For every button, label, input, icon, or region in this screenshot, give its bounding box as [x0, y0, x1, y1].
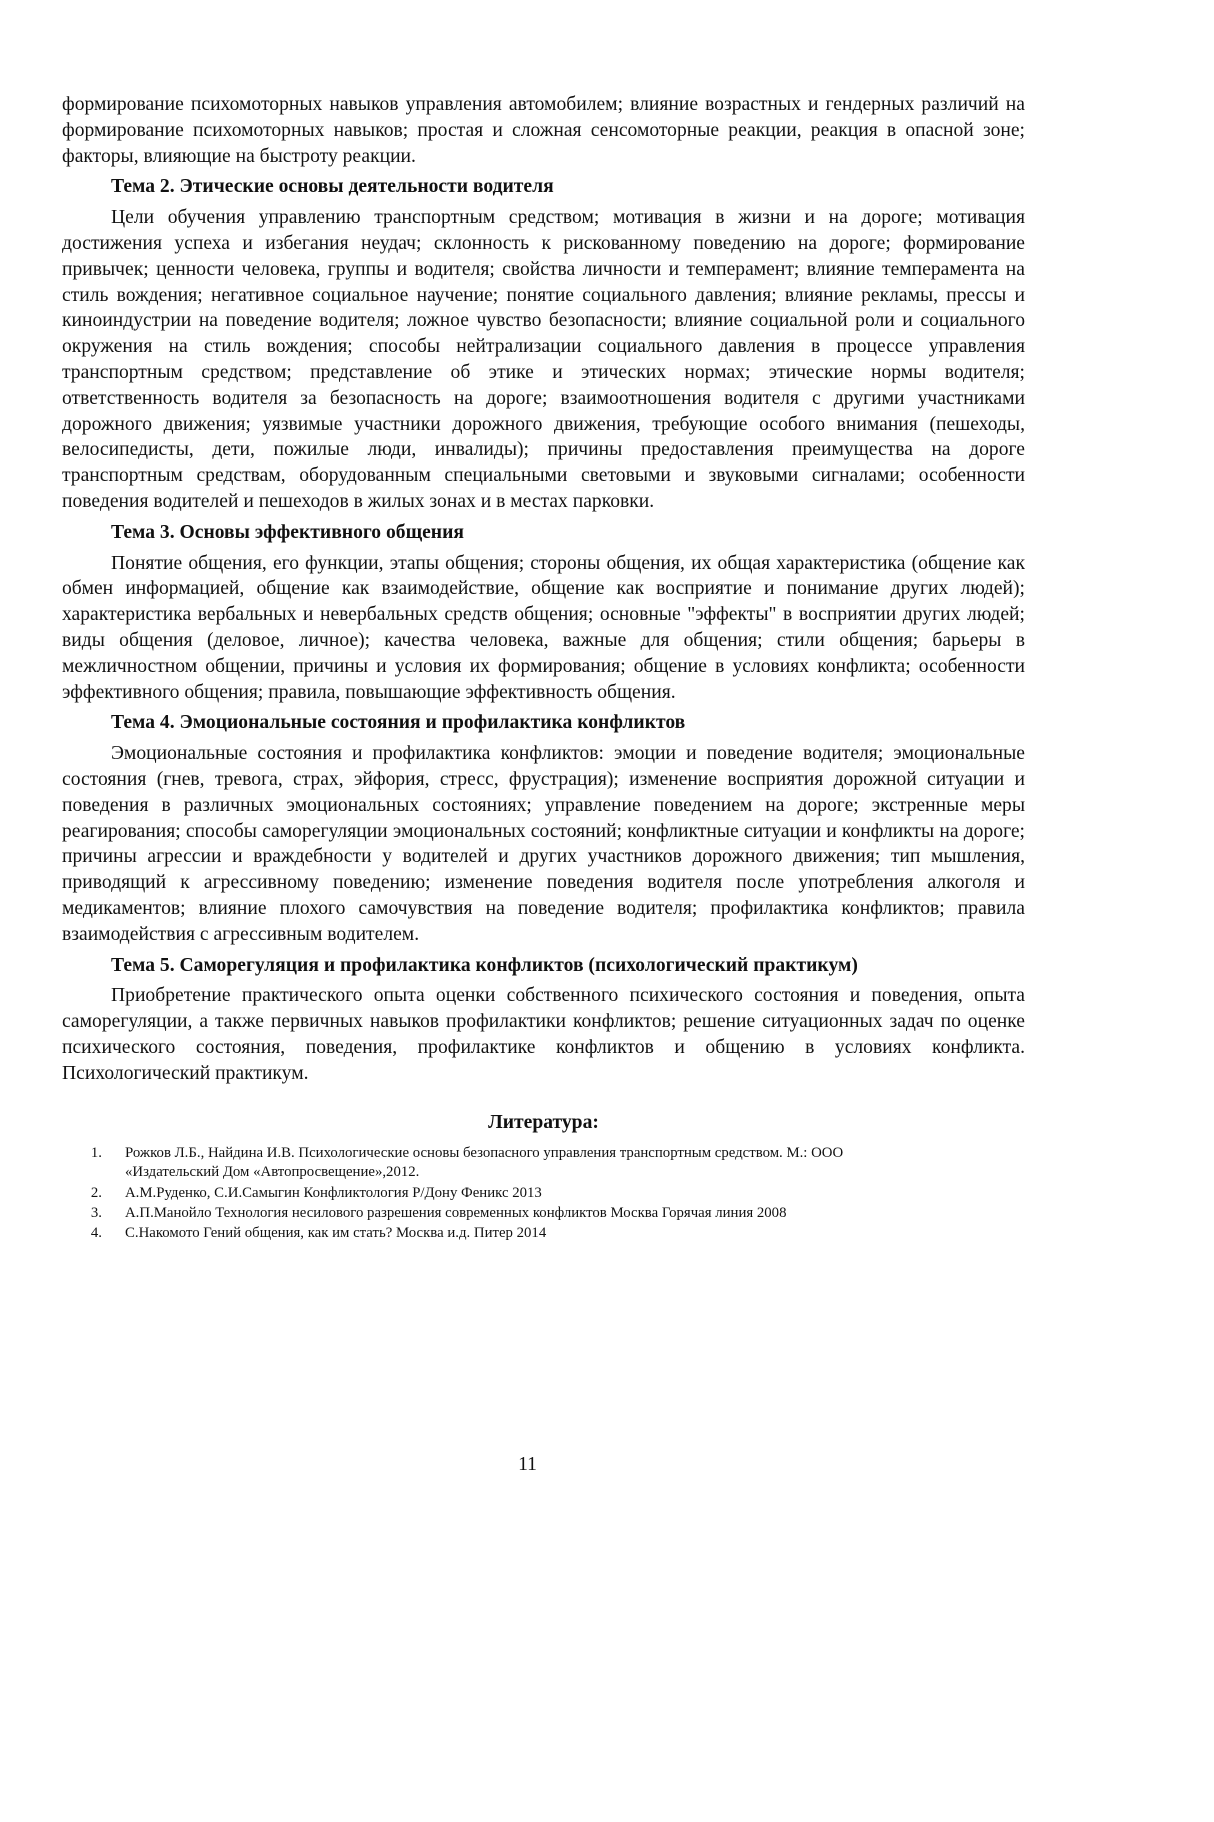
- opening-paragraph: формирование психомоторных навыков управления автомобилем; влияние возрастных и гендерных различий на формирование психомоторных навыков; простая и сложная сенсомоторные реакции, реакция в опасной зоне; факторы, влияющие на быстроту реакции.: [62, 94, 1025, 167]
- literature-item: [62, 1224, 1025, 1243]
- page-number: 11: [518, 1454, 537, 1475]
- literature-item-text: А.М.Руденко, С.И.Самыгин Конфликтология Р/Дону Феникс 2013: [125, 1184, 542, 1201]
- topic-5-title: Тема 5. Саморегуляция и профилактика конфликтов (психологический практикум): [111, 954, 858, 976]
- literature-item-number: 1.: [90, 1145, 102, 1162]
- literature-item-text: А.П.Манойло Технология несилового разрешения современных конфликтов Москва Горячая линия 2008: [125, 1204, 787, 1221]
- literature-item: [62, 1184, 1025, 1203]
- literature-item-text: С.Накомото Гений общения, как им стать? Москва и.д. Питер 2014: [125, 1225, 547, 1242]
- topic-2-text: Цели обучения управлению транспортным средством; мотивация в жизни и на дороге; мотивация достижения успеха и избегания неудач; склонность к рискованному поведению на дороге; формирование привычек; ценности человека, группы и водителя; свойства личности и темперамент; влияние темперамента на стиль вождения; негативное социальное научение; понятие социального давления; влияние рекламы, прессы и киноиндустрии на поведение водителя; ложное чувство безопасности; влияние социальной роли и социального окружения на стиль вождения; способы нейтрализации социального давления в процессе управления транспортным средством; представление об этике и этических нормах; этические нормы водителя; ответственность водителя за безопасность на дороге; взаимоотношения водителя с другими участниками дорожного движения; уязвимые участники дорожного движения, требующие особого внимания (пешеходы, велосипедисты, дети, пожилые люди, инвалиды); причины предоставления преимущества на дороге транспортным средствам, оборудованным специальными световыми и звуковыми сигналами; особенности поведения водителей и пешеходов в жилых зонах и в местах парковки.: [62, 207, 1025, 512]
- topic-4-title: Тема 4. Эмоциональные состояния и профилактика конфликтов: [111, 712, 686, 734]
- literature-item-number: 3.: [90, 1204, 102, 1221]
- topic-3-text: Понятие общения, его функции, этапы общения; стороны общения, их общая характеристика (общение как обмен информацией, общение как взаимодействие, общение как восприятие и понимание других людей); характеристика вербальных и невербальных средств общения; основные "эффекты" в восприятии других людей; виды общения (деловое, личное); качества человека, важные для общения; стили общения; барьеры в межличностном общении, причины и условия их формирования; общение в условиях конфликта; особенности эффективного общения; правила, повышающие эффективность общения.: [62, 552, 1025, 703]
- topic-5-text: Приобретение практического опыта оценки собственного психического состояния и поведения, опыта саморегуляции, а также первичных навыков профилактики конфликтов; решение ситуационных задач по оценке психического состояния, поведения, профилактике конфликтов и общению в условиях конфликта. Психологический практикум.: [62, 985, 1025, 1084]
- literature-item-number: 4.: [90, 1225, 102, 1242]
- literature-item: [62, 1204, 1025, 1223]
- topic-3-title: Тема 3. Основы эффективного общения: [111, 521, 464, 543]
- literature-title: Литература:: [488, 1112, 599, 1134]
- literature-item-number: 2.: [90, 1184, 102, 1201]
- literature-list: [62, 1144, 1025, 1243]
- literature-item: [62, 1144, 1025, 1182]
- topic-4-text: Эмоциональные состояния и профилактика конфликтов: эмоции и поведение водителя; эмоциональные состояния (гнев, тревога, страх, эйфория, стресс, фрустрация); изменение восприятия дорожной ситуации и поведения в различных эмоциональных состояниях; управление поведением на дороге; экстренные меры реагирования; способы саморегуляции эмоциональных состояний; конфликтные ситуации и конфликты на дороге; причины агрессии и враждебности у водителей и других участников дорожного движения; тип мышления, приводящий к агрессивному поведению; изменение поведения водителя после употребления алкоголя и медикаментов; влияние плохого самочувствия на поведение водителя; профилактика конфликтов; правила взаимодействия с агрессивным водителем.: [62, 743, 1025, 945]
- document-page: [62, 92, 1025, 1244]
- topic-2-title: Тема 2. Этические основы деятельности водителя: [111, 176, 554, 198]
- literature-item-text: Рожков Л.Б., Найдина И.В. Психологические основы безопасного управления транспортным средством. М.: ООО «Издательский Дом «Автопросвещение»,2012.: [125, 1145, 844, 1181]
